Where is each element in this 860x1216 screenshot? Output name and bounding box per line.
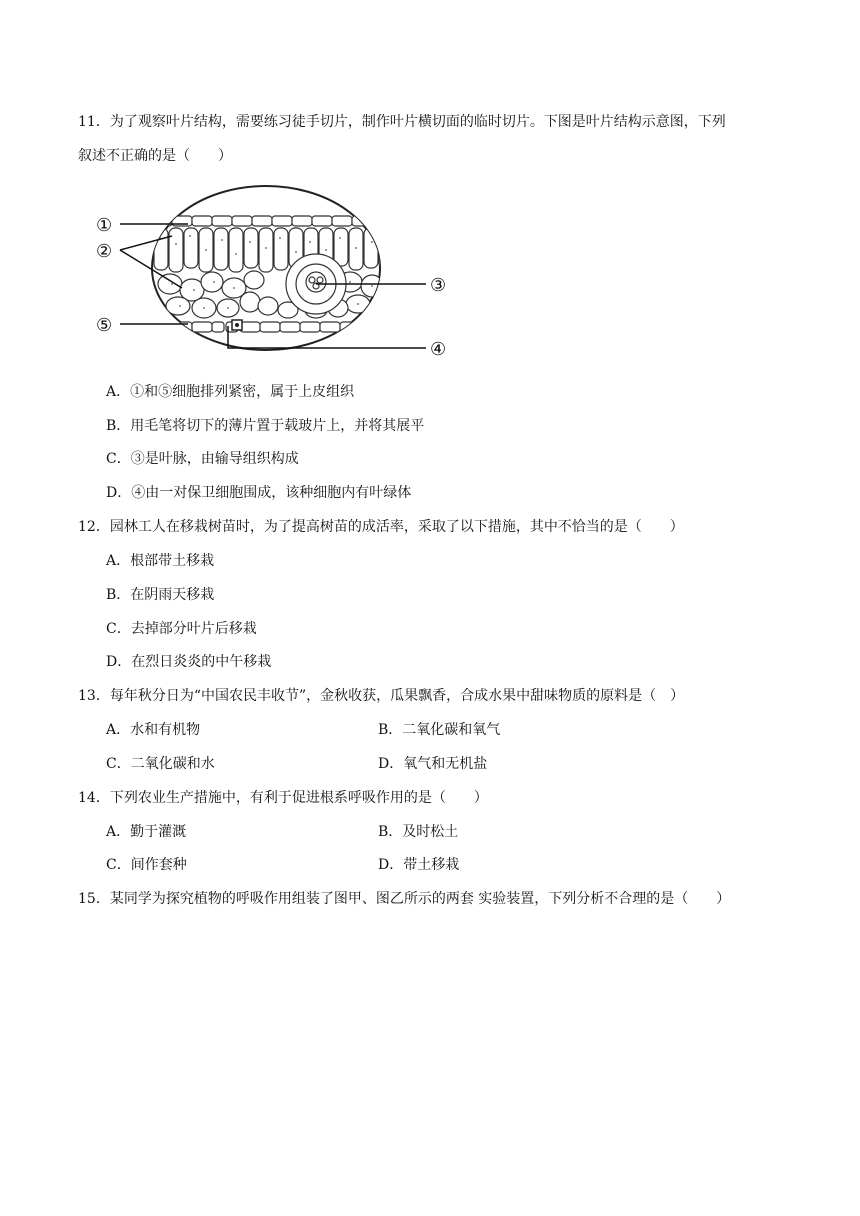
question-14-option-a: A．勤于灌溉: [106, 824, 187, 840]
question-12-option-b: B．在阴雨天移栽: [106, 587, 215, 603]
figure-label-2: ②: [96, 241, 113, 262]
palisade-tissue: [154, 228, 393, 272]
question-11-option-c: C．③是叶脉，由输导组织构成: [106, 451, 299, 467]
question-13-option-d: D．氧气和无机盐: [378, 756, 488, 772]
question-11-stem-line2: 叙述不正确的是（ ）: [78, 148, 232, 164]
question-12-option-d: D．在烈日炎炎的中午移栽: [106, 654, 272, 670]
question-12-stem: 12．园林工人在移栽树苗时，为了提高树苗的成活率，采取了以下措施，其中不恰当的是（ ）: [78, 519, 684, 535]
question-11-option-d: D．④由一对保卫细胞围成，该种细胞内有叶绿体: [106, 485, 412, 501]
question-11-option-a: A．①和⑤细胞排列紧密，属于上皮组织: [106, 384, 355, 400]
question-14-option-b: B．及时松土: [378, 824, 459, 840]
question-12-option-c: C．去掉部分叶片后移栽: [106, 621, 257, 637]
question-14-option-c: C．间作套种: [106, 857, 187, 873]
figure-label-3: ③: [430, 275, 447, 296]
question-13-option-a: A．水和有机物: [106, 722, 201, 738]
question-11-stem-line1: 11．为了观察叶片结构，需要练习徒手切片，制作叶片横切面的临时切片。下图是叶片结构示意图，下列: [78, 114, 726, 130]
leaf-cross-section-figure: [88, 172, 468, 372]
question-13-option-c: C．二氧化碳和水: [106, 756, 215, 772]
question-13-stem: 13．每年秋分日为“中国农民丰收节”，金秋收获，瓜果飘香，合成水果中甜味物质的原料是（ ）: [78, 688, 685, 704]
question-12-option-a: A．根部带土移栽: [106, 553, 215, 569]
lower-epidermis: [152, 322, 400, 332]
question-14-stem: 14．下列农业生产措施中，有利于促进根系呼吸作用的是（ ）: [78, 790, 488, 806]
figure-label-5: ⑤: [96, 315, 113, 336]
question-14-option-d: D．带土移栽: [378, 857, 460, 873]
figure-label-4: ④: [430, 339, 447, 360]
question-15-stem: 15．某同学为探究植物的呼吸作用组装了图甲、图乙所示的两套 实验装置，下列分析不合理的是（ ）: [78, 891, 731, 907]
question-13-option-b: B．二氧化碳和氧气: [378, 722, 501, 738]
figure-label-1: ①: [96, 215, 113, 236]
question-11-option-b: B．用毛笔将切下的薄片置于载玻片上，并将其展平: [106, 418, 425, 434]
